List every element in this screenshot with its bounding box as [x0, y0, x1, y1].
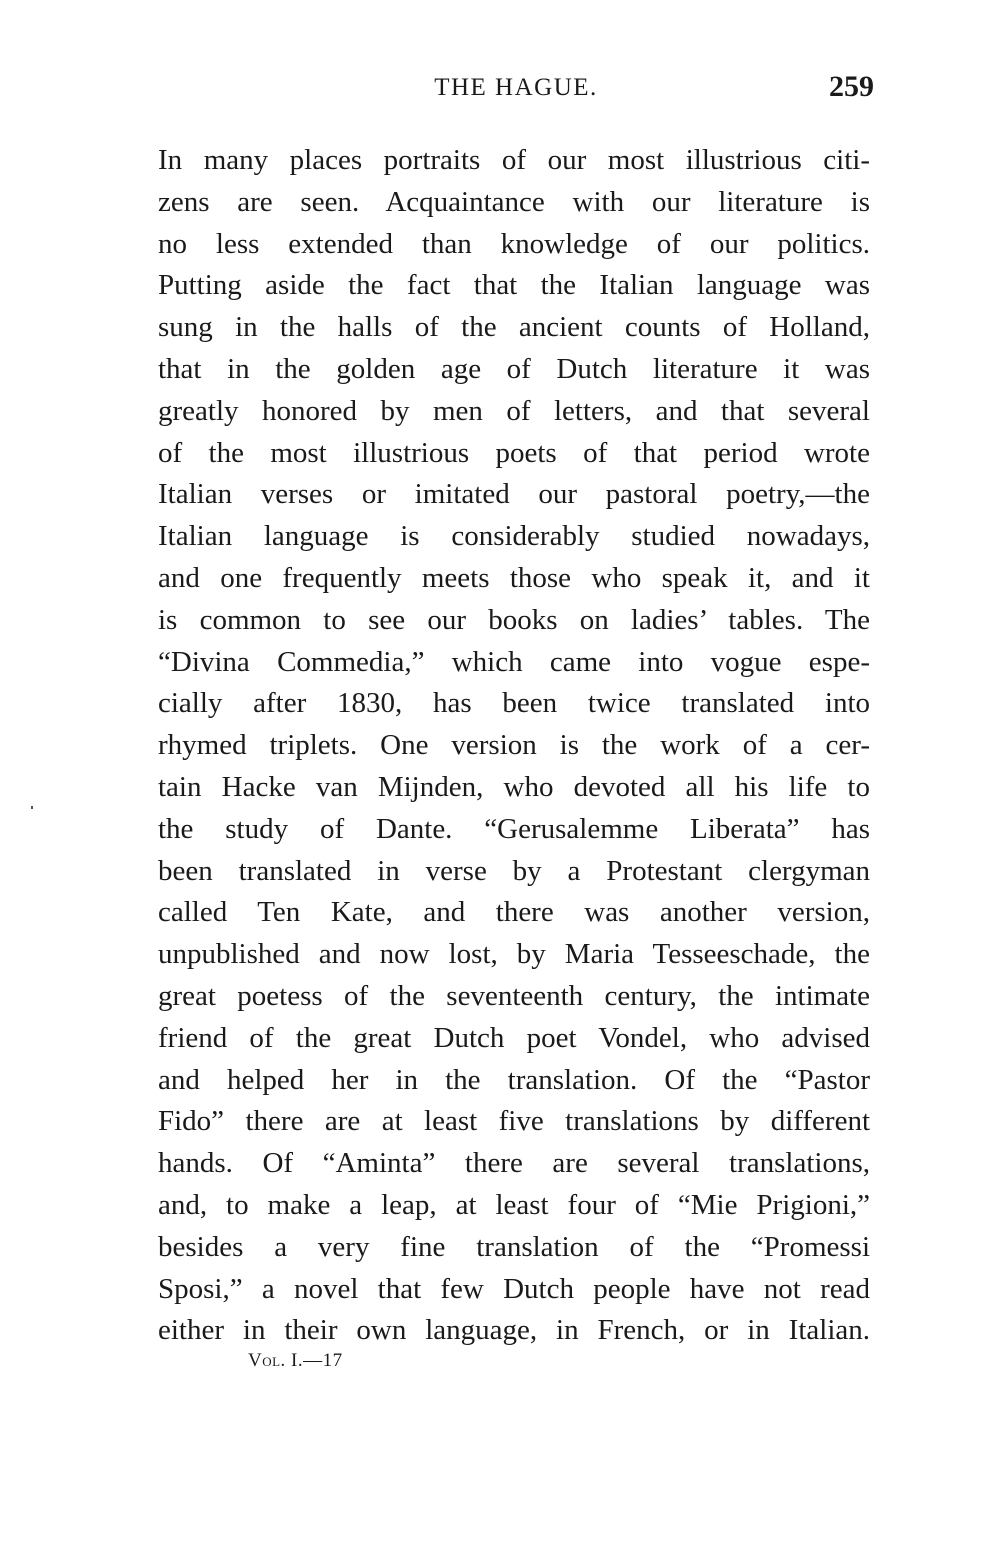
- text-line-9: Italian verses or imitated our pastoral poetry,—the: [158, 478, 870, 511]
- text-line-27: besides a very fine translation of the “Promessi: [158, 1230, 870, 1263]
- page-number: 259: [829, 70, 874, 103]
- text-line-18: been translated in verse by a Protestant clergyman: [158, 854, 870, 887]
- signature-mark: [248, 1350, 343, 1372]
- text-line-23: and helped her in the translation. Of the “Pastor: [158, 1063, 870, 1096]
- text-line-19: called Ten Kate, and there was another version,: [158, 896, 870, 929]
- text-line-28: Sposi,” a novel that few Dutch people have not read: [158, 1272, 870, 1305]
- text-line-8: of the most illustrious poets of that period wrote: [158, 436, 870, 469]
- text-line-6: that in the golden age of Dutch literature it was: [158, 352, 870, 385]
- text-line-16: tain Hacke van Mijnden, who devoted all his life to: [158, 770, 870, 803]
- text-line-12: is common to see our books on ladies’ tables. The: [158, 603, 870, 636]
- text-line-15: rhymed triplets. One version is the work of a cer-: [158, 729, 870, 762]
- text-line-25: hands. Of “Aminta” there are several translations,: [158, 1147, 870, 1180]
- text-line-7: greatly honored by men of letters, and that several: [158, 394, 870, 427]
- text-line-22: friend of the great Dutch poet Vondel, who advised: [158, 1021, 870, 1054]
- text-line-20: unpublished and now lost, by Maria Tesseeschade, the: [158, 938, 870, 971]
- text-line-17: the study of Dante. “Gerusalemme Liberata” has: [158, 812, 870, 845]
- text-line-10: Italian language is considerably studied nowadays,: [158, 520, 870, 553]
- text-line-24: Fido” there are at least five translations by different: [158, 1105, 870, 1138]
- signature-mark-text: Vol. I.—17: [248, 1350, 343, 1371]
- text-line-26: and, to make a leap, at least four of “Mie Prigioni,”: [158, 1188, 870, 1221]
- running-head: [158, 70, 874, 110]
- text-line-21: great poetess of the seventeenth century, the intimate: [158, 979, 870, 1012]
- ink-speck: [31, 806, 33, 809]
- text-line-29: either in their own language, in French, or in Italian.: [158, 1314, 870, 1347]
- text-line-4: Putting aside the fact that the Italian language was: [158, 269, 870, 302]
- text-line-5: sung in the halls of the ancient counts of Holland,: [158, 311, 870, 344]
- text-line-3: no less extended than knowledge of our politics.: [158, 227, 870, 260]
- body-text: [158, 140, 870, 1352]
- text-line-1: In many places portraits of our most illustrious citi-: [158, 144, 870, 176]
- running-title: THE HAGUE.: [434, 74, 598, 101]
- text-line-14: cially after 1830, has been twice translated into: [158, 687, 870, 720]
- text-line-13: “Divina Commedia,” which came into vogue espe-: [158, 645, 870, 678]
- text-line-2: zens are seen. Acquaintance with our literature is: [158, 185, 870, 218]
- text-line-11: and one frequently meets those who speak it, and it: [158, 561, 870, 594]
